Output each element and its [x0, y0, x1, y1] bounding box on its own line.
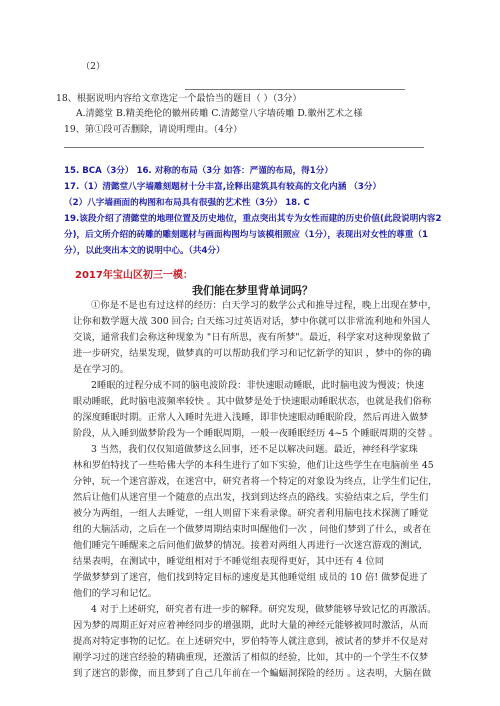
paragraph-line: 学做梦梦到了迷宫，他们找到特定目标的速度是其他睡觉组 成员的 10 倍! 做梦促进了	[73, 572, 428, 583]
answer-line-4: 19.该段介绍了清懿堂的地理位置及历史地位，重点突出其专为女性而建的历史价值(此段说明内容2	[64, 214, 442, 224]
paragraph-line: 交谈，通常我们会称这种现象为 "日有所思，夜有所梦"。最近，科学家对这种现象做了	[73, 332, 431, 343]
paragraph-line: 4 对于上述研究，研究者有进一步的解释。研究发现，做梦能够导致记忆的再激活。	[91, 604, 437, 615]
paragraph-line: 因为梦的周期正好对应着神经同步的增强期，此时大量的神经元能够被同时激活，从而	[73, 620, 429, 631]
answer-line	[185, 89, 405, 90]
paragraph-line: 提高对特定事物的记忆。在上述研究中，罗伯特等人就注意到，被试者的梦并不仅是对	[73, 636, 429, 647]
paragraph-line: 3 当然，我们仅仅知道做梦这么回事，还不足以解决问题。最近，神经科学家珠	[91, 444, 418, 455]
paragraph-line: 组的大脑活动，之后在一个做梦周期结束时叫醒他们一次 ，问他们梦到了什么，或者在	[73, 524, 432, 535]
paragraph-line: 阶段，从入睡到做梦阶段为一个睡眠周期，一般一夜睡眠经历 4~5 个睡眠周期的交替 。	[73, 428, 439, 439]
paragraph-line: 分钟，玩一个迷宫游戏，在迷宫中，研究者将一个特定的对象设为终点，让学生们记住，	[73, 476, 438, 487]
paragraph-line: 然后让他们从迷宫里一个随意的点出发，找到到达终点的路线。实验结束之后，学生们	[73, 492, 429, 503]
question-19: 19、第①段可否删除，请说明理由。（4分）	[64, 124, 243, 135]
answer-line-6: 分），以此突出本文的说明中心。（共4分）	[64, 246, 225, 256]
question-18-options: A.清懿堂 B.精美绝伦的徽州砖雕 C.清懿堂八字墙砖雕 D.徽州艺术之様	[76, 108, 363, 119]
paragraph-line: 进一步研究，结果发现，做梦真的可以帮助我们学习和记忆新学的知识 ，梦中的你的确	[73, 348, 432, 359]
paragraph-line: 2睡眠的过程分成不同的脑电波阶段：非快速眼动睡眠，此时脑电波为慢波；快速	[91, 380, 425, 391]
article-title: 我们能在梦里背单词吗？	[192, 284, 313, 297]
answer-line	[64, 147, 424, 148]
question-18: 18、根据说明内容给文章选定一个最恰当的题目（ ）（3分）	[56, 93, 302, 104]
section-header: 2017年宝山区初三一模：	[75, 270, 193, 281]
paragraph-line: 眼动睡眠，此时脑电波频率较快 。其中做梦是处于快速眼动睡眠状态，也就是我们俗称	[73, 396, 432, 407]
paragraph-line: 林和罗伯特找了一些哈佛大学的本科生进行了如下实验，他们让这些学生在电脑前坐 45	[73, 460, 434, 471]
paragraph-line: 让你和数学题大战 300 回合; 白天练习过英语对话，梦中你就可以非常流利地和外国人	[73, 316, 431, 327]
paragraph-line: 他们的学习和记忆。	[73, 588, 158, 599]
paragraph-line: 他们睡完午睡醒来之后问他们做梦的情况。接着对两组人再进行一次迷宫游戏的测试,	[73, 540, 422, 551]
answer-line-3: （2）八字墙画面的构图和布局具有很强的艺术性（3分） 18. C	[64, 198, 310, 208]
answer-line-1: 15. BCA（3分） 16. 对称的布局（3分 如答：严谨的布局，得1分）	[64, 166, 333, 176]
paragraph-line: 刚学习过的迷宫经验的精确重现，还激活了相似的经验，比如，其中的一个学生不仅梦	[73, 652, 429, 663]
answer-line-2: 17.（1）清懿堂八字墙雕刻题材十分丰富,诠释出建筑具有较高的文化内涵 （3分）	[64, 182, 382, 192]
paragraph-line: 结果表明，在测试中，睡觉组相对于不睡觉组表现得更好，其中还有 4 位同	[73, 556, 385, 567]
paragraph-line: 到了迷宫的影像，而且梦到了自己几年前在一个蝙蝠洞探险的经历 。这表明，大脑在做	[73, 668, 432, 679]
paragraph-line: 的深度睡眠时期。正常人入睡时先进入浅睡，即非快速眼动睡眠阶段，然后再进入做梦	[73, 412, 429, 423]
paragraph-line: 是在学习的。	[73, 364, 130, 375]
paragraph-line: 被分为两组，一组人去睡觉，一组人则留下来看录像。研究者利用脑电技术探测了睡觉	[73, 508, 429, 519]
paragraph-line: ①你是不是也有过这样的经历：白天学习的数学公式和推导过程，晚上出现在梦中，	[91, 300, 437, 311]
answer-line-5: 分)，后文所介绍的砖雕的雕刻题材与画面构图均与该模相照应（1分），表现出对女性的尊重（1	[64, 230, 428, 240]
question-part-2: （2）	[81, 61, 106, 72]
